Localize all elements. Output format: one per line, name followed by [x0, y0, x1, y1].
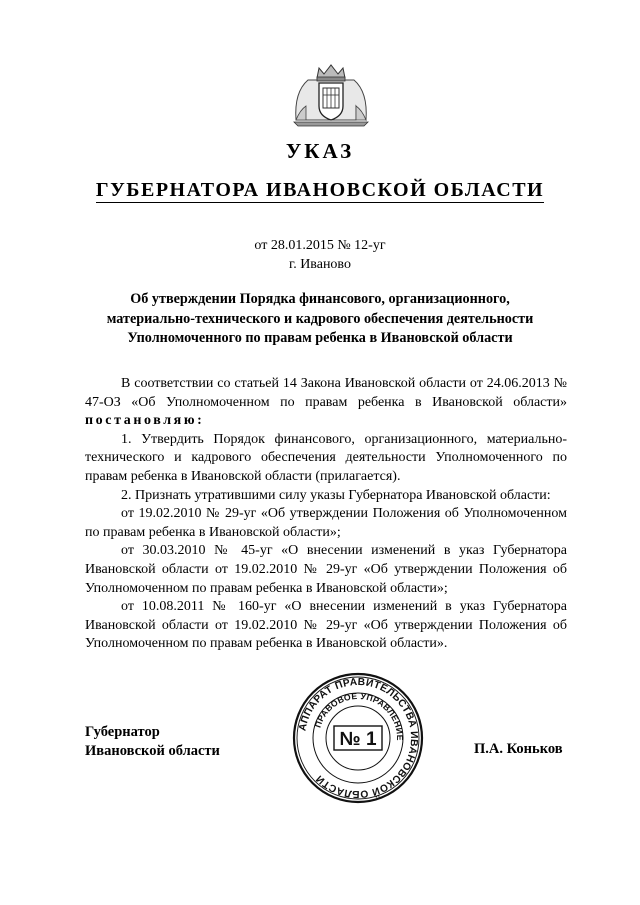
repealed-decree-1: от 19.02.2010 № 29-уг «Об утверждении Положения об Уполномоченном по правам ребенка в Ивановской области»;	[85, 506, 567, 540]
signatory-name: П.А. Коньков	[474, 741, 563, 757]
repealed-decree-2: от 30.03.2010 № 45-уг «О внесении изменений в указ Губернатора Ивановской области от 19.02.2010 № 29-уг «Об утверждении Положения об Уполномоченном по правам ребенка в Ивановской области»;	[85, 543, 567, 596]
clause-1-paragraph: 1. Утвердить Порядок финансового, организационного, материально-технического и кадрового обеспечения деятельности Уполномоченного по правам ребенка в Ивановской области (прилагается).	[85, 431, 567, 484]
official-seal	[292, 672, 424, 804]
subject-line-1: Об утверждении Порядка финансового, организационного,	[130, 291, 510, 307]
decree-body	[85, 375, 567, 654]
seal-number: № 1	[339, 729, 377, 750]
issuer-text: ГУБЕРНАТОРА ИВАНОВСКОЙ ОБЛАСТИ	[95, 179, 545, 201]
city: г. Иваново	[289, 257, 351, 272]
preamble-text: В соответствии со статьей 14 Закона Ивановской области от 24.06.2013 № 47-ОЗ «Об Уполномоченном по правам ребенка в Ивановской области»	[85, 376, 567, 410]
seal-inner-text: ПРАВОВОЕ УПРАВЛЕНИЕ	[312, 690, 406, 741]
decree-emphasis: постановляю:	[85, 413, 205, 429]
signatory-position	[85, 723, 220, 761]
subject-line-2: материально-технического и кадрового обеспечения деятельности	[106, 310, 534, 327]
position-line-2: Ивановской области	[85, 743, 220, 759]
repealed-decree-3: от 10.08.2011 № 160-уг «О внесении изменений в указ Губернатора Ивановской области от 19.02.2010 № 29-уг «Об утверждении Положения об Уполномоченном по правам ребенка в Ивановской области».	[85, 599, 567, 652]
decree-subject	[90, 290, 550, 349]
preamble-paragraph	[85, 375, 567, 431]
document-issuer	[0, 179, 640, 202]
seal-outer-text: АППАРАТ ПРАВИТЕЛЬСТВА ИВАНОВСКОЙ ОБЛАСТИ	[297, 676, 420, 800]
date-block	[0, 236, 640, 274]
date-number: от 28.01.2015 № 12-уг	[254, 238, 386, 253]
position-line-1: Губернатор	[85, 724, 160, 740]
clause-2-paragraph: 2. Признать утратившими силу указы Губернатора Ивановской области:	[121, 487, 551, 503]
document-title: УКАЗ	[285, 139, 355, 163]
subject-line-3: Уполномоченного по правам ребенка в Ивановской области	[127, 330, 513, 346]
ivanovo-coat-of-arms-icon	[290, 62, 372, 128]
